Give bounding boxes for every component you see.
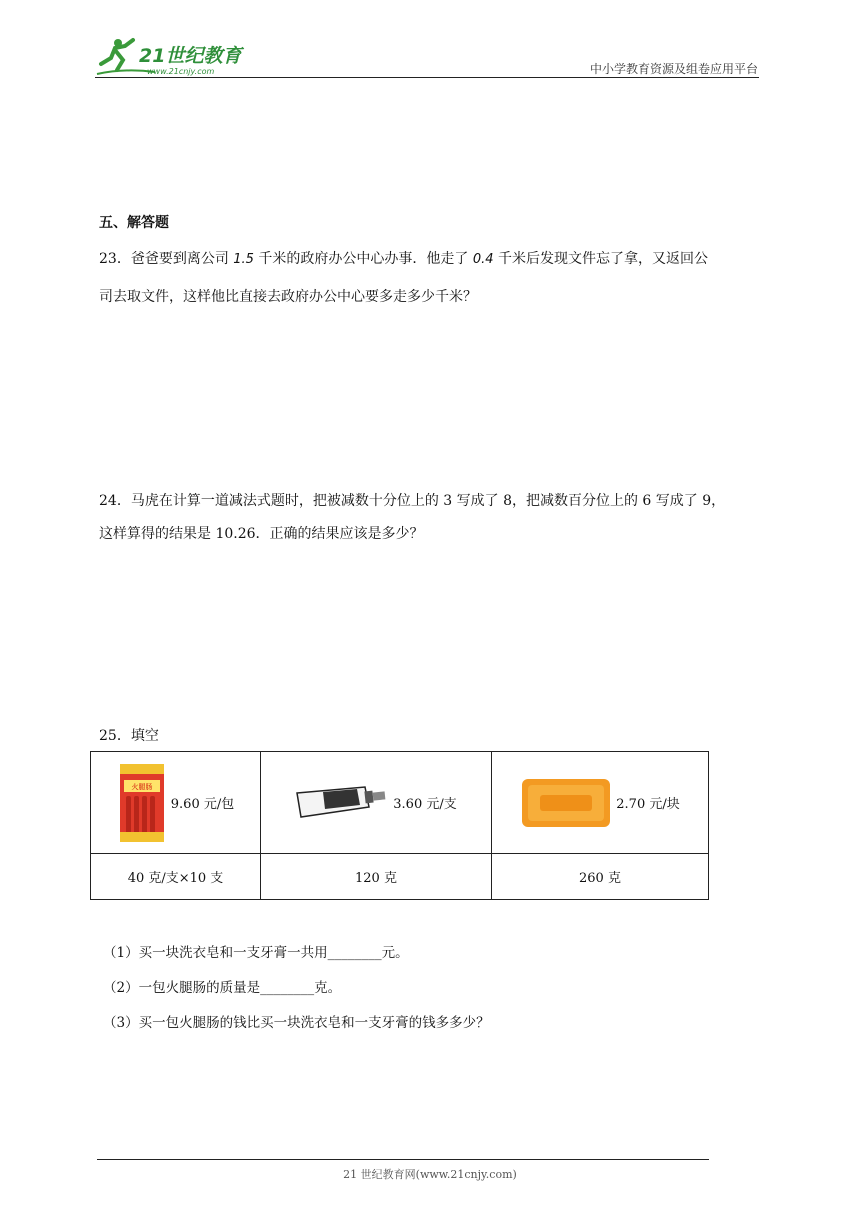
toothpaste-price: 3.60 元/支	[393, 797, 457, 812]
soap-bar-icon	[520, 775, 612, 831]
ham-weight: 40 克/支×10 支	[91, 854, 261, 900]
subquestion-3: （3）买一包火腿肠的钱比买一块洗衣皂和一支牙膏的钱多多少？	[103, 1015, 490, 1031]
walked-value: 0.4	[472, 252, 494, 267]
question-24-line-2: 这样算得的结果是 10.26．正确的结果应该是多少？	[99, 526, 424, 542]
question-25-title: 25．填空	[99, 728, 159, 744]
ham-cell	[91, 752, 261, 854]
question-23-line-2: 司去取文件，这样他比直接去政府办公中心要多走多少千米？	[99, 289, 477, 305]
toothpaste-cell	[261, 752, 492, 854]
ham-sausage-pack-icon	[117, 762, 167, 844]
logo-text: 21世纪教育	[139, 45, 242, 67]
soap-cell	[492, 752, 709, 854]
soap-weight: 260 克	[492, 854, 709, 900]
soap-price: 2.70 元/块	[616, 797, 680, 812]
subquestion-2: （2）一包火腿肠的质量是________克。	[103, 980, 342, 996]
subquestion-1: （1）买一块洗衣皂和一支牙膏一共用________元。	[103, 945, 409, 961]
toothpaste-weight: 120 克	[261, 854, 492, 900]
distance-value: 1.5	[233, 252, 254, 267]
question-24-line-1: 24．马虎在计算一道减法式题时，把被减数十分位上的 3 写成了 8，把减数百分位上的 6 写成了 9，	[99, 493, 726, 509]
logo-21cnjy	[95, 34, 255, 78]
svg-text:火腿肠: 火腿肠	[131, 782, 153, 791]
section-title: 五、解答题	[99, 215, 169, 231]
page-header	[95, 30, 760, 78]
header-divider	[95, 77, 759, 78]
logo-url: www.21cnjy.com	[147, 67, 215, 76]
ham-price: 9.60 元/包	[170, 797, 235, 812]
toothpaste-tube-icon	[295, 783, 389, 823]
footer-divider	[97, 1159, 709, 1160]
platform-tagline: 中小学教育资源及组卷应用平台	[589, 62, 758, 76]
footer-text: 21 世纪教育网(www.21cnjy.com)	[343, 1168, 517, 1181]
price-table	[90, 751, 709, 900]
question-23-line-1: 23．爸爸要到离公司 1.5 千米的政府办公中心办事．他走了 0.4 千米后发现文件忘了拿，又返回公	[99, 251, 708, 267]
